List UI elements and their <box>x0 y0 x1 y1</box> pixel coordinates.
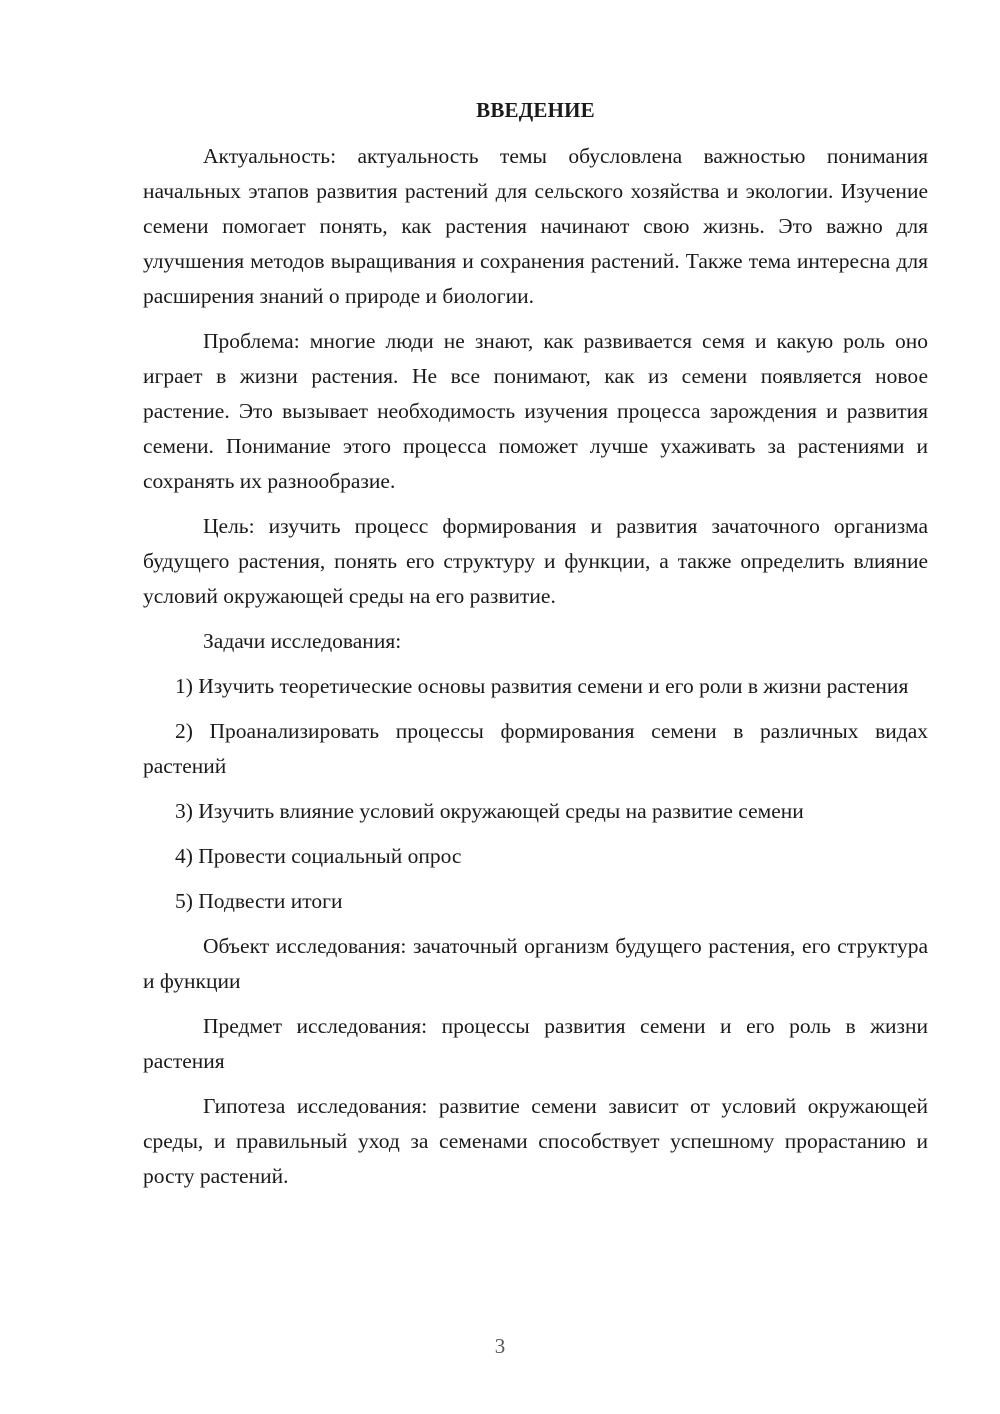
paragraph-problem: Проблема: многие люди не знают, как развивается семя и какую роль оно играет в жизни растения. Не все понимают, как из семени появляется новое растение. Это вызывает необходимость изучения процесса зарождения и развития семени. Понимание этого процесса поможет лучше ухаживать за растениями и сохранять их разнообразие. <box>143 329 928 493</box>
task-item-5: 5) Подвести итоги <box>175 889 343 913</box>
task-item-1: 1) Изучить теоретические основы развития семени и его роли в жизни растения <box>175 674 909 698</box>
page-title: ВВЕДЕНИЕ <box>476 98 595 122</box>
paragraph-subject: Предмет исследования: процессы развития семени и его роль в жизни растения <box>143 1014 928 1073</box>
paragraph-goal: Цель: изучить процесс формирования и развития зачаточного организма будущего растения, понять его структуру и функции, а также определить влияние условий окружающей среды на его развитие. <box>143 514 928 608</box>
tasks-list <box>143 669 928 919</box>
document-page <box>143 95 928 1194</box>
paragraph-hypothesis: Гипотеза исследования: развитие семени зависит от условий окружающей среды, и правильный уход за семенами способствует успешному прорастанию и росту растений. <box>143 1094 928 1188</box>
paragraph-relevance: Актуальность: актуальность темы обусловлена важностью понимания начальных этапов развития растений для сельского хозяйства и экологии. Изучение семени помогает понять, как растения начинают свою жизнь. Это важно для улучшения методов выращивания и сохранения растений. Также тема интересна для расширения знаний о природе и биологии. <box>143 144 928 308</box>
task-item-4: 4) Провести социальный опрос <box>175 844 462 868</box>
tasks-heading: Задачи исследования: <box>203 629 402 653</box>
task-item-2: 2) Проанализировать процессы формирования семени в различных видах растений <box>143 719 928 778</box>
page-number: 3 <box>494 1334 506 1358</box>
paragraph-object: Объект исследования: зачаточный организм будущего растения, его структура и функции <box>143 934 928 993</box>
task-item-3: 3) Изучить влияние условий окружающей среды на развитие семени <box>175 799 804 823</box>
